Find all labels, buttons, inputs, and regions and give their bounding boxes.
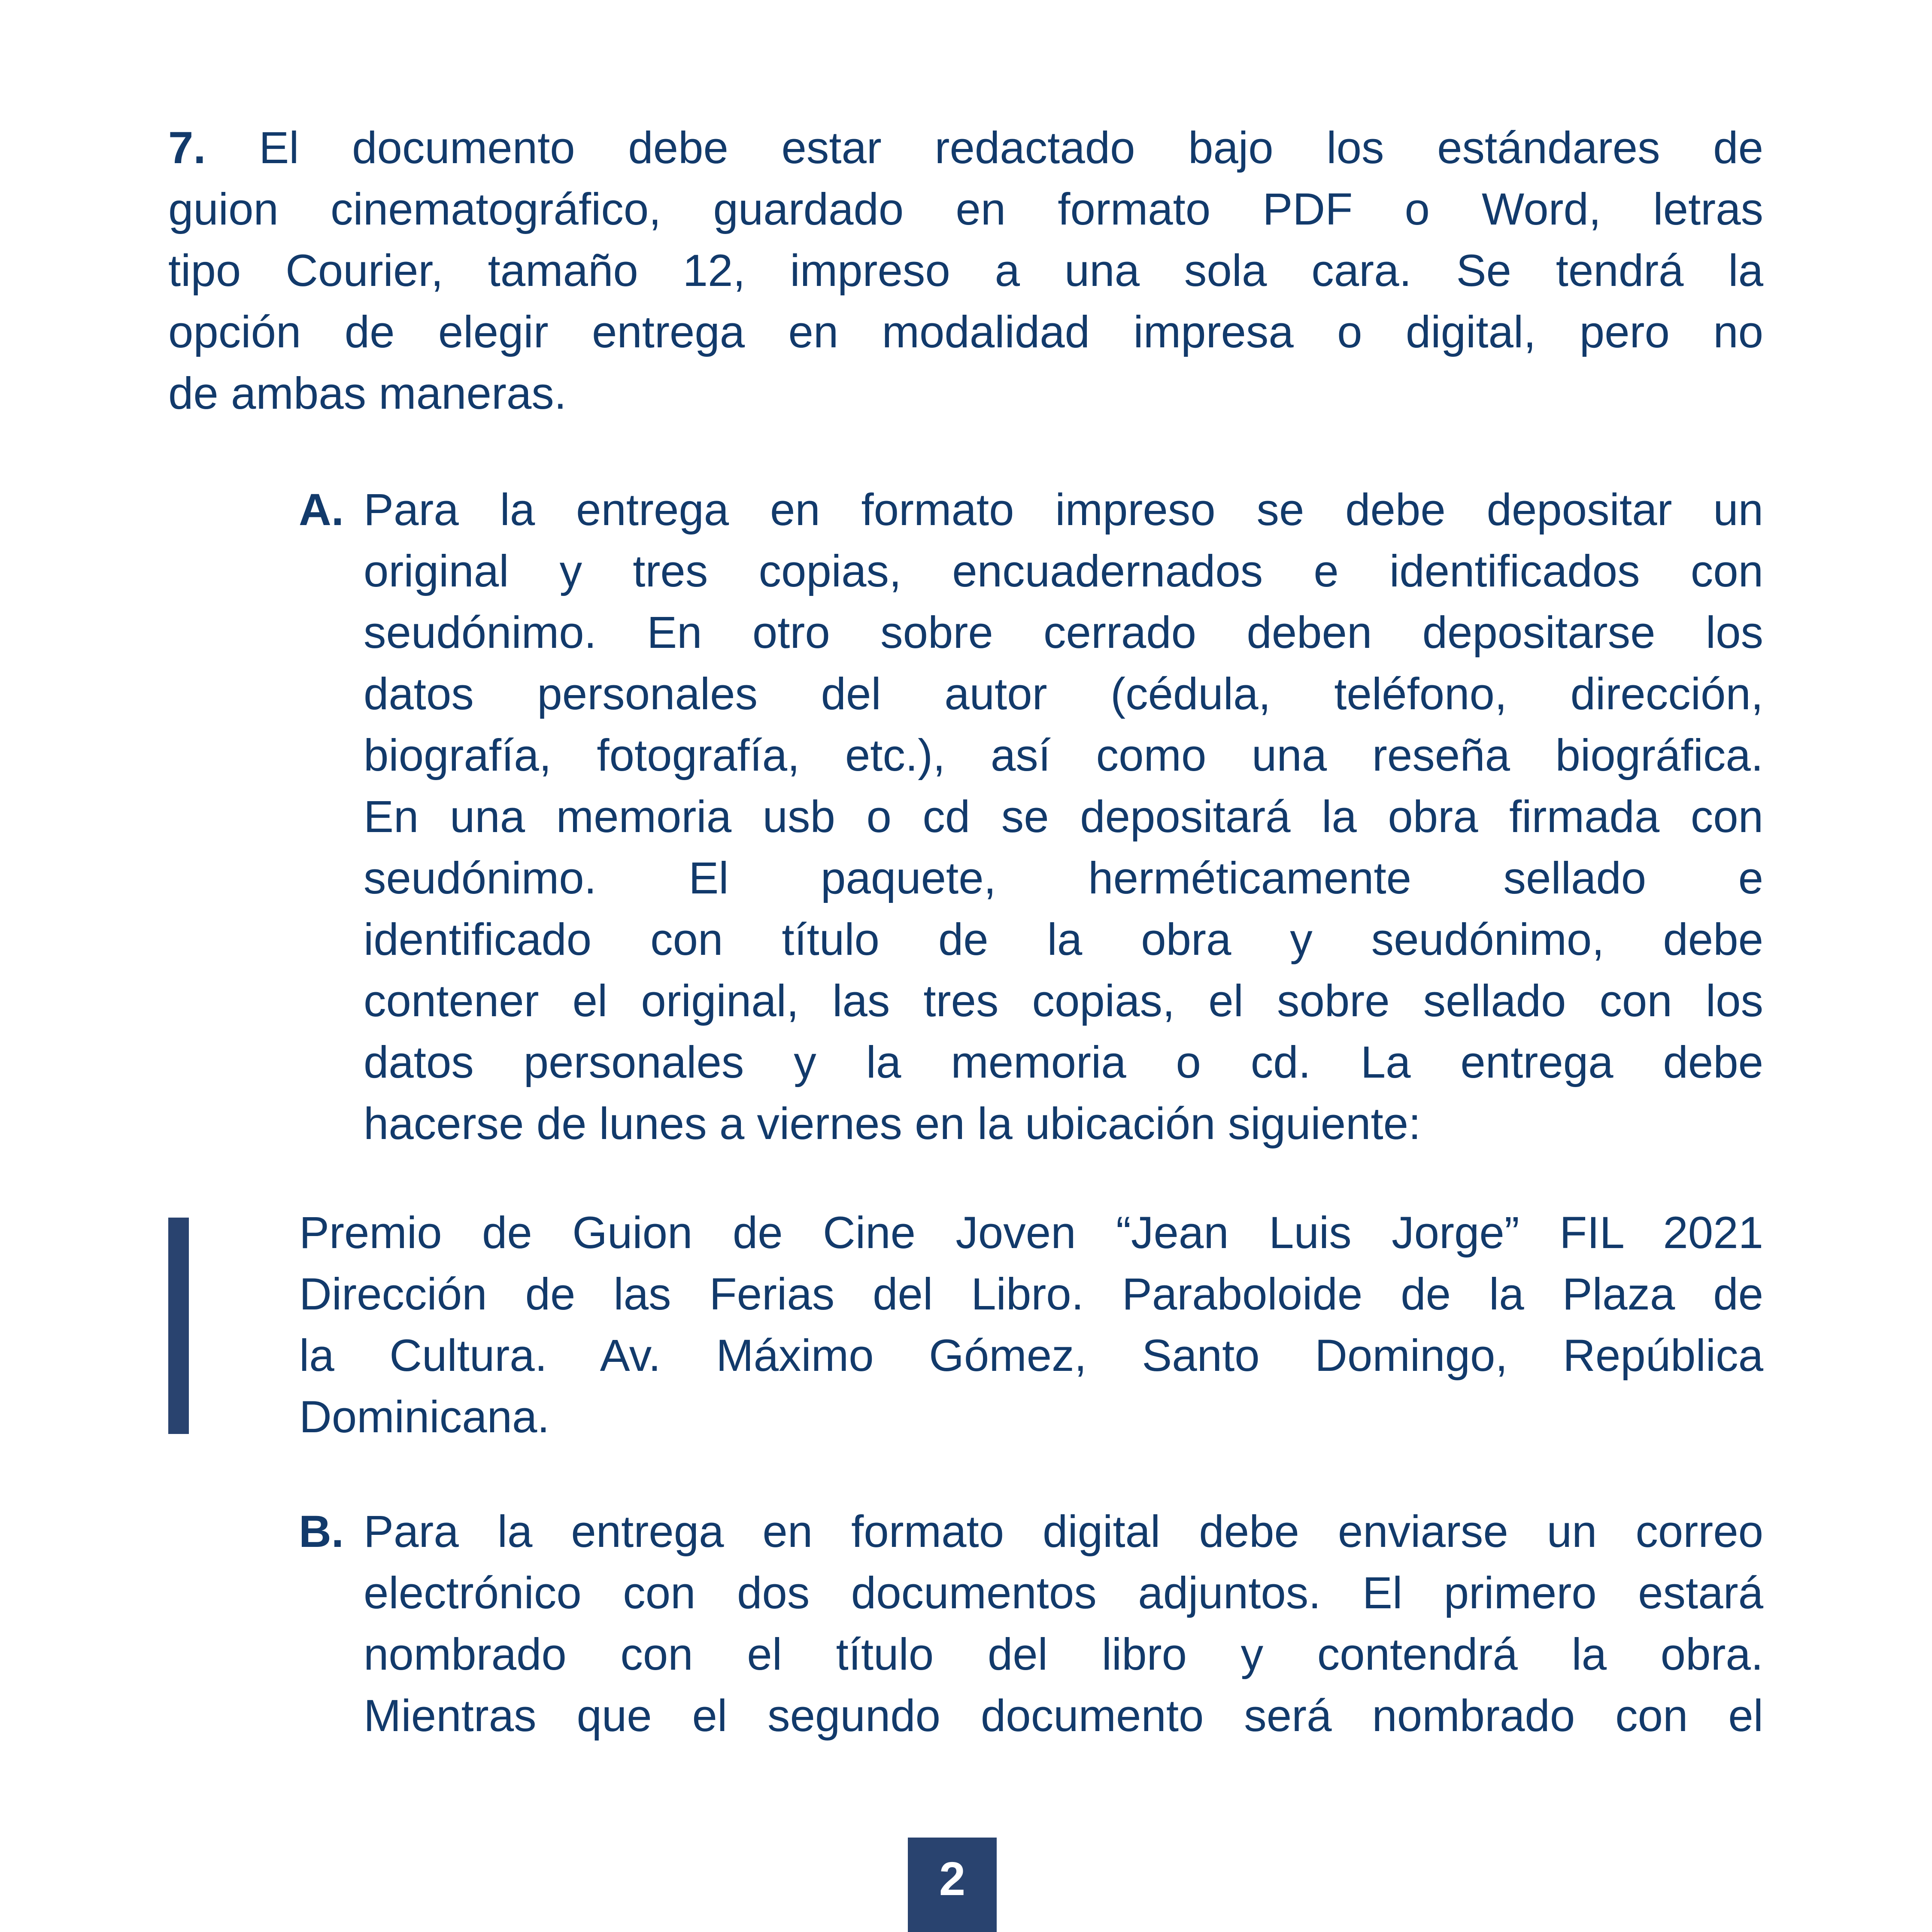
text-line: seudónimo. En otro sobre cerrado deben depositarse los (364, 608, 1763, 658)
text-line: biografía, fotografía, etc.), así como una reseña biográfica. (364, 730, 1763, 781)
text-line: hacerse de lunes a viernes en la ubicación siguiente: (364, 1099, 1421, 1149)
clause-7a (168, 479, 1763, 1154)
text-line: Dominicana. (299, 1392, 550, 1442)
text-line: identificado con título de la obra y seudónimo, debe (364, 914, 1763, 965)
text-line: tipo Courier, tamaño 12, impreso a una sola cara. Se tendrá la (168, 246, 1763, 296)
text-line: datos personales y la memoria o cd. La entrega debe (364, 1037, 1763, 1088)
blockquote-bar (168, 1218, 189, 1434)
text-line: datos personales del autor (cédula, teléfono, dirección, (364, 669, 1763, 719)
text-line: Para la entrega en formato impreso se debe depositar un (364, 485, 1763, 535)
text-line: Para la entrega en formato digital debe enviarse un correo (364, 1507, 1763, 1557)
clause-7 (168, 117, 1763, 424)
clause-7a-letter: A. (299, 485, 344, 535)
text-line: de ambas maneras. (168, 368, 567, 419)
text-line: Dirección de las Ferias del Libro. Paraboloide de la Plaza de (299, 1269, 1763, 1319)
text-line: guion cinematográfico, guardado en formato PDF o Word, letras (168, 184, 1763, 234)
clause-7b-letter: B. (299, 1507, 344, 1557)
text-line: Mientras que el segundo documento será nombrado con el (364, 1691, 1763, 1741)
text-line: opción de elegir entrega en modalidad impresa o digital, pero no (168, 307, 1763, 357)
page-number-box (908, 1838, 997, 1932)
text-line (168, 117, 1763, 179)
text-line: Premio de Guion de Cine Joven “Jean Luis Jorge” FIL 2021 (299, 1208, 1763, 1258)
text-line: contener el original, las tres copias, el sobre sellado con los (364, 976, 1763, 1026)
text-line: electrónico con dos documentos adjuntos. El primero estará (364, 1568, 1763, 1618)
clause-7b (168, 1501, 1763, 1747)
text-line: nombrado con el título del libro y contendrá la obra. (364, 1629, 1763, 1680)
text-line: En una memoria usb o cd se depositará la obra firmada con (364, 792, 1763, 842)
address-blockquote (168, 1202, 1763, 1448)
text-line: seudónimo. El paquete, herméticamente sellado e (364, 853, 1763, 903)
clause-7-number: 7. (168, 123, 206, 173)
page-number: 2 (939, 1852, 966, 1905)
text-line-content: El documento debe estar redactado bajo los estándares de (259, 123, 1763, 173)
text-line: original y tres copias, encuadernados e identificados con (364, 546, 1763, 596)
text-line: la Cultura. Av. Máximo Gómez, Santo Domingo, República (299, 1331, 1763, 1381)
